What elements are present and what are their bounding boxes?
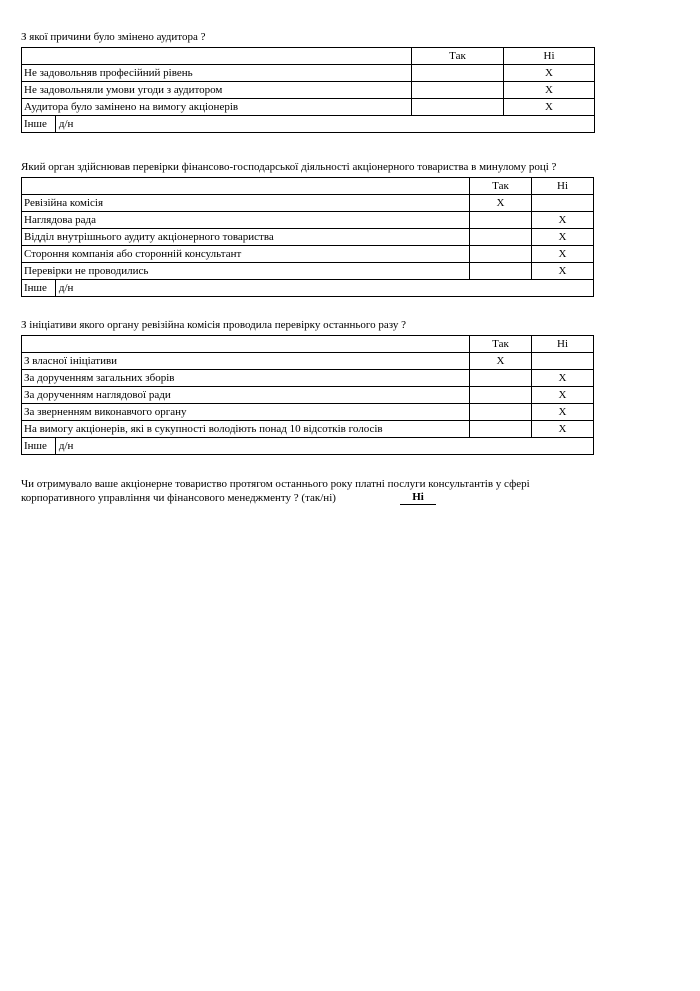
- table-row: [22, 82, 595, 99]
- header-no: Ні: [532, 178, 594, 195]
- row-label: На вимогу акціонерів, які в сукупності володіють понад 10 відсотків голосів: [22, 421, 470, 438]
- row-label: Ревізійна комісія: [22, 195, 470, 212]
- row-label: Аудитора було замінено на вимогу акціонерів: [22, 99, 412, 116]
- q2-table: [21, 177, 594, 297]
- q1-title: З якої причини було змінено аудитора ?: [21, 31, 206, 43]
- no-cell: X: [532, 421, 594, 438]
- yes-cell: [470, 263, 532, 280]
- table-row: [22, 246, 594, 263]
- row-label: За дорученням наглядової ради: [22, 387, 470, 404]
- header-blank: [22, 336, 470, 353]
- header-yes: Так: [470, 336, 532, 353]
- row-label: Відділ внутрішнього аудиту акціонерного товариства: [22, 229, 470, 246]
- no-cell: [532, 353, 594, 370]
- other-cell: [22, 280, 594, 297]
- q4-line1: Чи отримувало ваше акціонерне товариство протягом останнього року платні послуги консультантів у сфері: [21, 478, 530, 490]
- q4-line2: корпоративного управління чи фінансового менеджменту ? (так/ні): [21, 492, 336, 504]
- q2-title: Який орган здійснював перевірки фінансово-господарської діяльності акціонерного товариства в минулому році ?: [21, 161, 557, 173]
- q4-answer: Ні: [400, 491, 436, 505]
- table-row: [22, 195, 594, 212]
- yes-cell: [470, 229, 532, 246]
- row-label: За дорученням загальних зборів: [22, 370, 470, 387]
- other-row: [22, 116, 595, 133]
- row-label: За зверненням виконавчого органу: [22, 404, 470, 421]
- header-yes: Так: [412, 48, 504, 65]
- table-row: [22, 65, 595, 82]
- yes-cell: [470, 421, 532, 438]
- table-row: [22, 421, 594, 438]
- header-blank: [22, 48, 412, 65]
- yes-cell: X: [470, 195, 532, 212]
- table-row: [22, 387, 594, 404]
- no-cell: X: [504, 82, 595, 99]
- row-label: З власної ініціативи: [22, 353, 470, 370]
- no-cell: X: [532, 387, 594, 404]
- yes-cell: [470, 246, 532, 263]
- other-row: [22, 280, 594, 297]
- other-row: [22, 438, 594, 455]
- no-cell: X: [532, 370, 594, 387]
- yes-cell: [412, 99, 504, 116]
- table-row: [22, 229, 594, 246]
- header-no: Ні: [504, 48, 595, 65]
- other-label: Інше: [24, 282, 47, 294]
- row-label: Стороння компанія або сторонній консультант: [22, 246, 470, 263]
- no-cell: X: [532, 246, 594, 263]
- table-header-row: [22, 178, 594, 195]
- yes-cell: [470, 212, 532, 229]
- no-cell: X: [532, 229, 594, 246]
- other-value: д/н: [55, 280, 74, 296]
- other-label: Інше: [24, 440, 47, 452]
- row-label: Не задовольняв професійний рівень: [22, 65, 412, 82]
- yes-cell: [412, 82, 504, 99]
- yes-cell: [470, 404, 532, 421]
- other-value: д/н: [55, 438, 74, 454]
- no-cell: X: [532, 263, 594, 280]
- table-header-row: [22, 48, 595, 65]
- row-label: Перевірки не проводились: [22, 263, 470, 280]
- header-yes: Так: [470, 178, 532, 195]
- no-cell: X: [532, 404, 594, 421]
- table-row: [22, 404, 594, 421]
- header-no: Ні: [532, 336, 594, 353]
- yes-cell: [412, 65, 504, 82]
- other-label: Інше: [24, 118, 47, 130]
- other-cell: [22, 438, 594, 455]
- q3-title: З ініціативи якого органу ревізійна комісія проводила перевірку останнього разу ?: [21, 319, 406, 331]
- table-row: [22, 370, 594, 387]
- row-label: Наглядова рада: [22, 212, 470, 229]
- other-cell: [22, 116, 595, 133]
- yes-cell: [470, 370, 532, 387]
- table-row: [22, 263, 594, 280]
- yes-cell: [470, 387, 532, 404]
- table-header-row: [22, 336, 594, 353]
- no-cell: X: [504, 65, 595, 82]
- q1-table: [21, 47, 595, 133]
- table-row: [22, 212, 594, 229]
- q4-question: [21, 477, 530, 505]
- row-label: Не задовольняли умови угоди з аудитором: [22, 82, 412, 99]
- table-row: [22, 353, 594, 370]
- other-value: д/н: [55, 116, 74, 132]
- yes-cell: X: [470, 353, 532, 370]
- no-cell: X: [504, 99, 595, 116]
- table-row: [22, 99, 595, 116]
- no-cell: [532, 195, 594, 212]
- q3-table: [21, 335, 594, 455]
- no-cell: X: [532, 212, 594, 229]
- header-blank: [22, 178, 470, 195]
